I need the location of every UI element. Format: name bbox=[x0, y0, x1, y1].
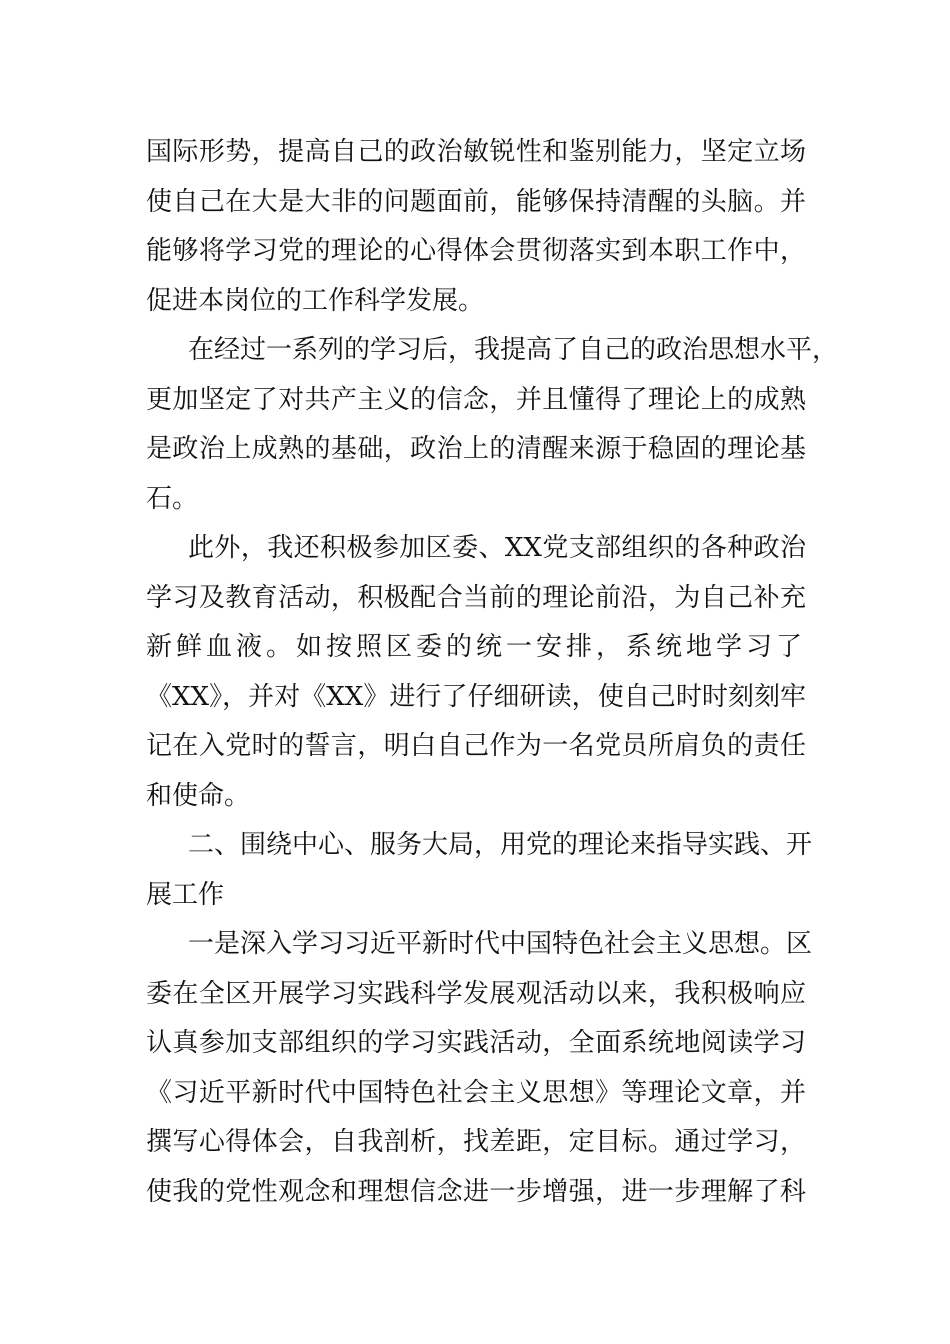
text-line: 在经过一系列的学习后，我提高了自己的政治思想水平， bbox=[188, 335, 839, 365]
text-line: 是政治上成熟的基础，政治上的清醒来源于稳固的理论基 bbox=[146, 434, 806, 464]
text-line: 促进本岗位的工作科学发展。 bbox=[146, 285, 485, 316]
document-body bbox=[146, 128, 839, 1217]
text-line: 石。 bbox=[146, 483, 199, 514]
text-line: 撰写心得体会，自我剖析，找差距，定目标。通过学习， bbox=[146, 1127, 806, 1157]
text-line: 委在全区开展学习实践科学发展观活动以来，我积极响应 bbox=[146, 978, 806, 1009]
text-line: 新鲜血液。如按照区委的统一安排，系统地学习了 bbox=[146, 632, 807, 662]
text-line: 能够将学习党的理论的心得体会贯彻落实到本职工作中， bbox=[146, 236, 806, 266]
text-line: 使我的党性观念和理想信念进一步增强，进一步理解了科 bbox=[146, 1176, 806, 1207]
text-line: 学习及教育活动，积极配合当前的理论前沿，为自己补充 bbox=[146, 582, 806, 613]
text-line: 和使命。 bbox=[146, 780, 251, 811]
section-heading-line: 展工作 bbox=[146, 879, 225, 910]
text-line: 《XX》，并对《XX》进行了仔细研读，使自己时时刻刻牢 bbox=[146, 681, 806, 712]
text-line: 记在入党时的誓言，明白自己作为一名党员所肩负的责任 bbox=[146, 731, 806, 761]
text-line: 使自己在大是大非的问题面前，能够保持清醒的头脑。并 bbox=[146, 186, 806, 217]
text-line: 《习近平新时代中国特色社会主义思想》等理论文章，并 bbox=[146, 1077, 806, 1108]
text-line: 更加坚定了对共产主义的信念，并且懂得了理论上的成熟 bbox=[146, 384, 806, 415]
section-heading-line: 二、围绕中心、服务大局，用党的理论来指导实践、开 bbox=[188, 830, 813, 860]
text-line: 此外，我还积极参加区委、XX党支部组织的各种政治 bbox=[188, 533, 806, 563]
text-line: 一是深入学习习近平新时代中国特色社会主义思想。区 bbox=[188, 929, 813, 959]
text-line: 国际形势，提高自己的政治敏锐性和鉴别能力，坚定立场 bbox=[146, 137, 806, 167]
text-line: 认真参加支部组织的学习实践活动，全面系统地阅读学习 bbox=[146, 1028, 806, 1058]
